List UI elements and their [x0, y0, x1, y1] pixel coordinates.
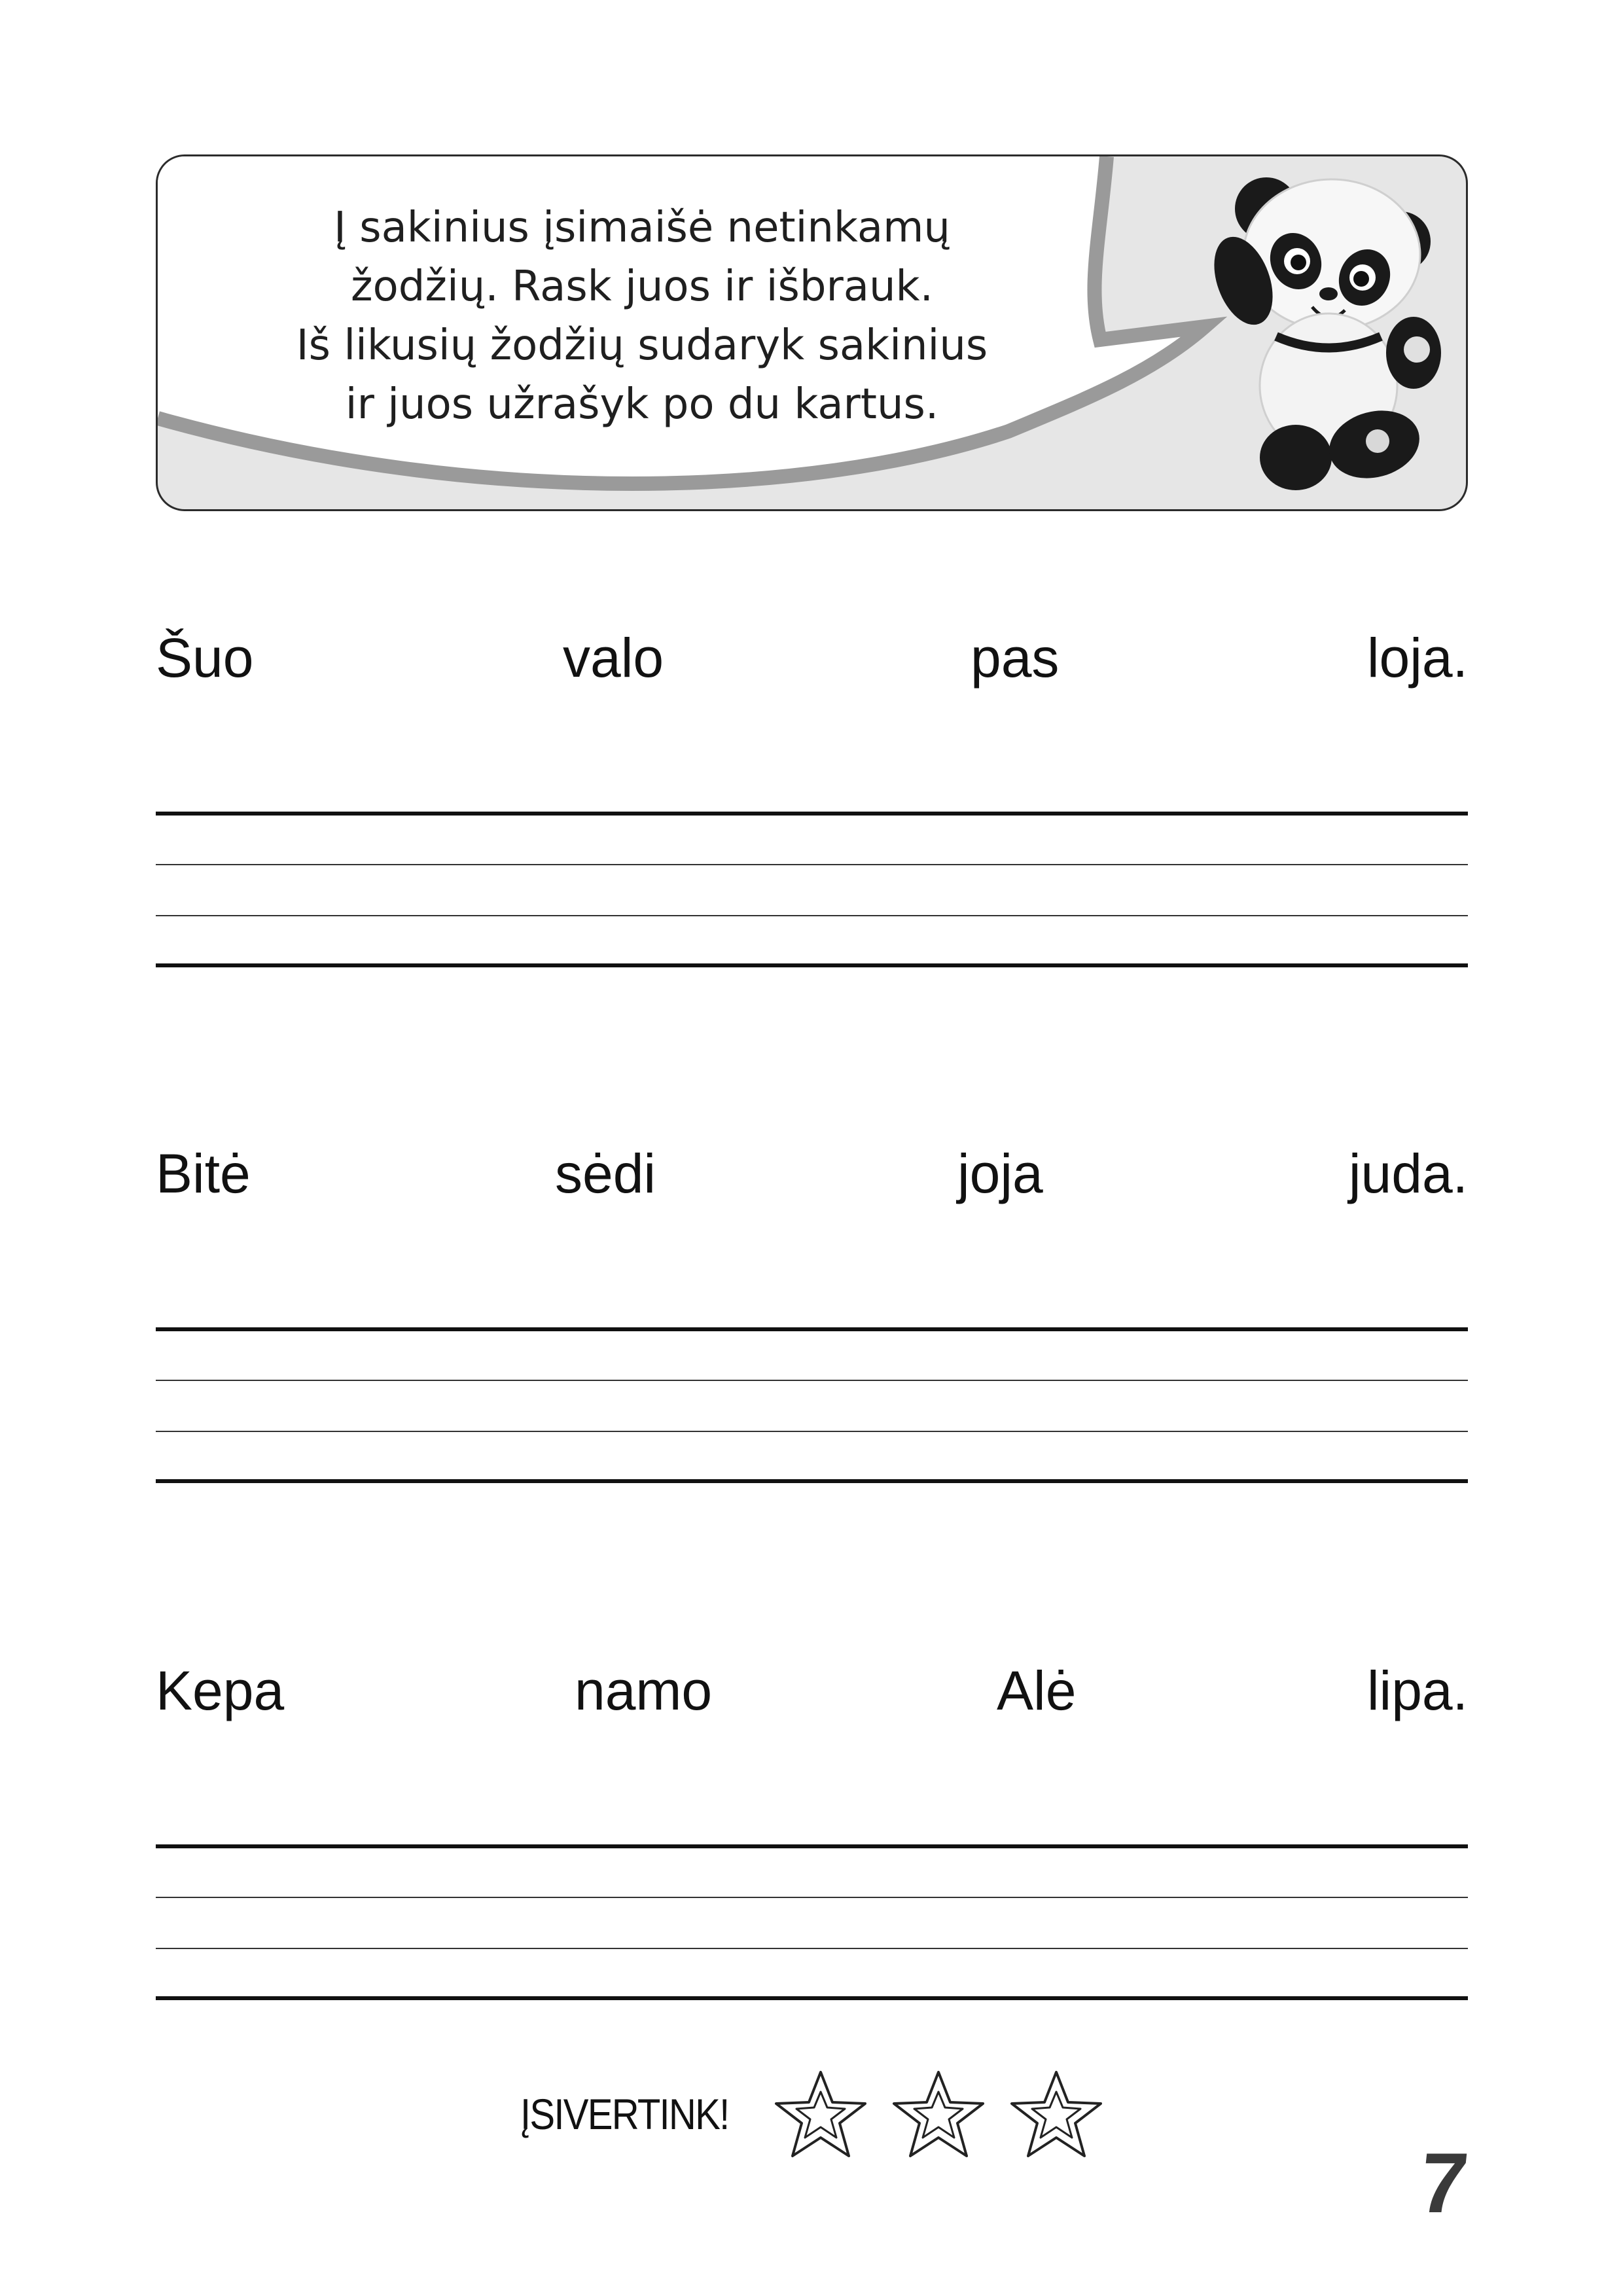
- word[interactable]: Alė: [997, 1660, 1077, 1721]
- self-assessment-label: ĮSIVERTINK!: [520, 2090, 729, 2138]
- word[interactable]: pas: [971, 627, 1060, 689]
- page-number: 7: [1415, 2135, 1472, 2231]
- instruction-banner: [156, 154, 1468, 511]
- exercise-1: [156, 622, 1468, 694]
- exercise-2: [156, 1138, 1468, 1210]
- word[interactable]: juda.: [1348, 1143, 1468, 1204]
- word-row: [156, 622, 1468, 694]
- word[interactable]: lipa.: [1366, 1660, 1468, 1721]
- instruction-line: Į sakinius įsimaišė netinkamų: [334, 204, 950, 252]
- word[interactable]: valo: [563, 627, 664, 689]
- self-assessment: [520, 2068, 1125, 2160]
- instruction-text: [249, 198, 1035, 434]
- exercise-3: [156, 1655, 1468, 1727]
- word[interactable]: sėdi: [555, 1143, 656, 1204]
- star-icon[interactable]: [772, 2068, 870, 2160]
- word[interactable]: joja: [957, 1143, 1043, 1204]
- star-icon[interactable]: [889, 2068, 988, 2160]
- instruction-line: ir juos užrašyk po du kartus.: [345, 380, 939, 429]
- panda-illustration: [1191, 163, 1466, 503]
- instruction-line: Iš likusių žodžių sudaryk sakinius: [296, 321, 988, 370]
- word-row: [156, 1138, 1468, 1210]
- word[interactable]: Bitė: [156, 1143, 251, 1204]
- instruction-line: žodžių. Rask juos ir išbrauk.: [351, 262, 933, 311]
- word[interactable]: Šuo: [156, 627, 254, 689]
- word-row: [156, 1655, 1468, 1727]
- word[interactable]: Kepa: [156, 1660, 285, 1721]
- word[interactable]: namo: [575, 1660, 713, 1721]
- word[interactable]: loja.: [1366, 627, 1468, 689]
- star-icon[interactable]: [1007, 2068, 1105, 2160]
